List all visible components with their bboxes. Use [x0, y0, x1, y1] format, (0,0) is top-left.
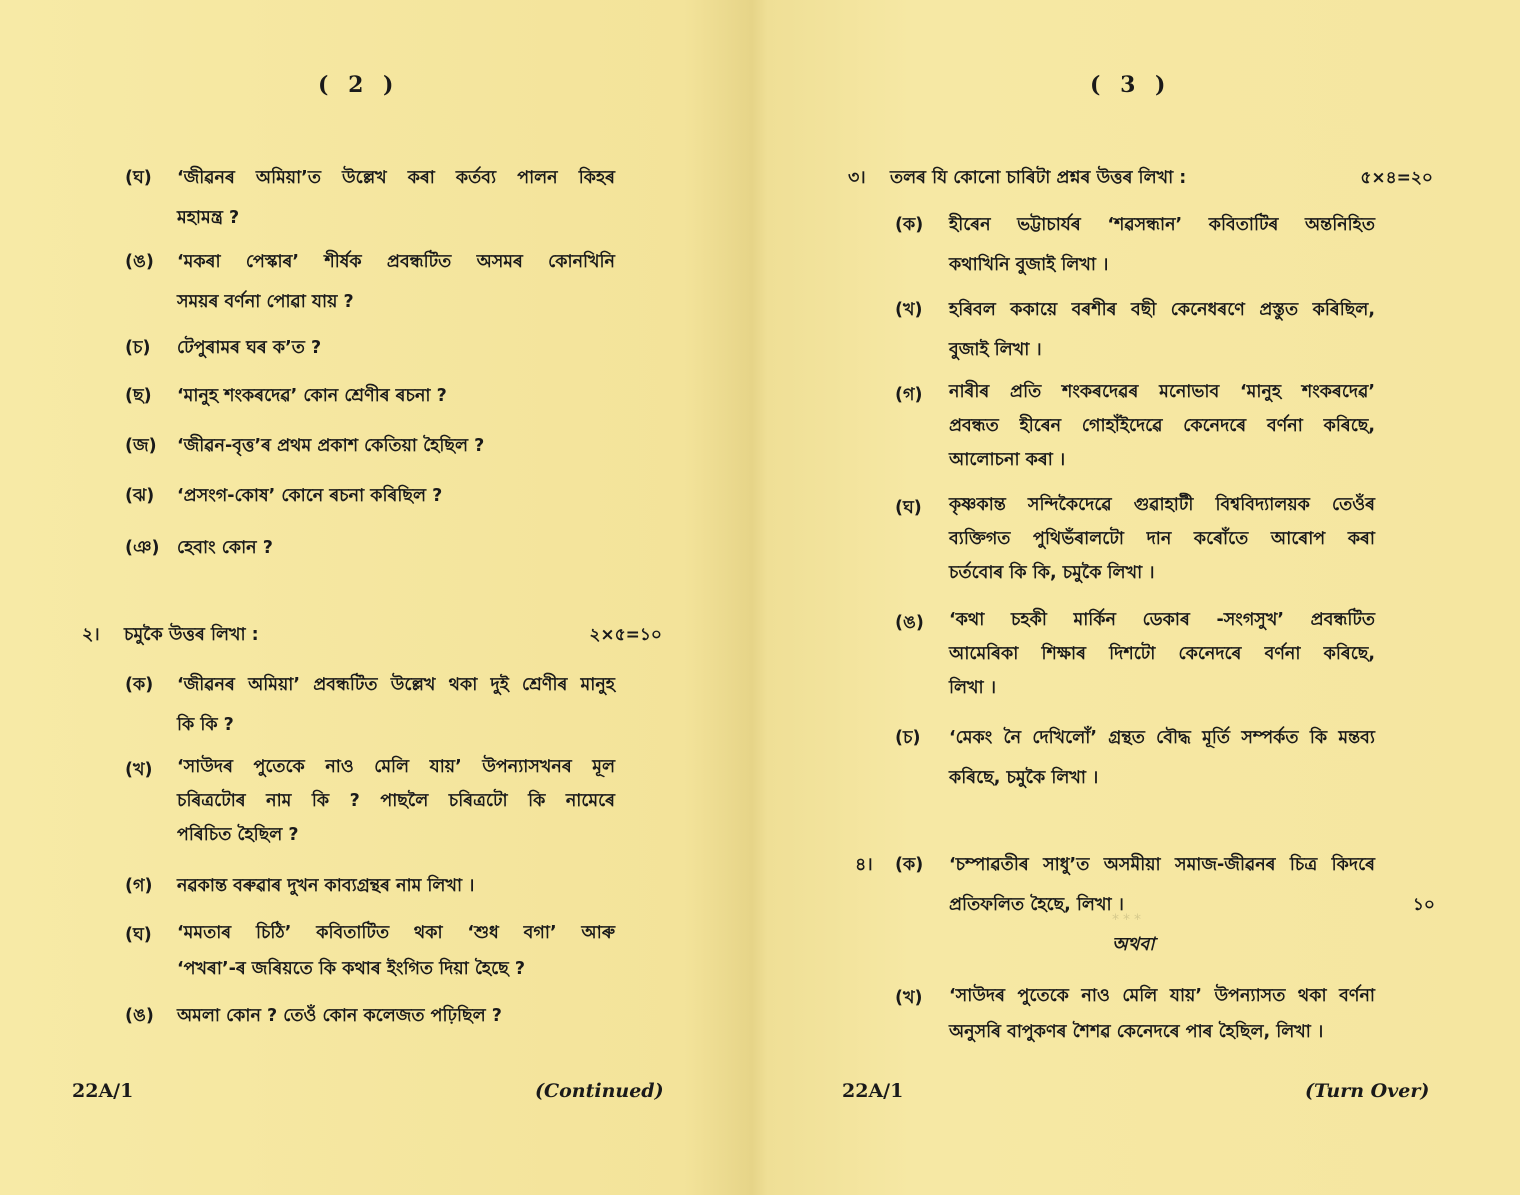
item-line: কৰিছে, চমুকৈ লিখা । [949, 768, 1099, 788]
item-label: (গ) [895, 385, 923, 405]
item-line: অমলা কোন ? তেওঁ কোন কলেজত পঢ়িছিল ? [177, 1006, 502, 1026]
item-label: (ক) [895, 855, 924, 875]
question-item [125, 750, 615, 870]
item-line: ‘জীৱনৰ অমিয়া’ত উল্লেখ কৰা কৰ্তব্য পালন কিহৰ [177, 168, 615, 188]
item-line: প্ৰবন্ধত হীৰেন গোহাঁইদেৱে কেনেদৰে বৰ্ণনা কৰিছে, [949, 416, 1375, 436]
question-item [125, 328, 615, 368]
item-label: (চ) [895, 728, 921, 748]
item-line: আলোচনা কৰা । [949, 450, 1066, 470]
footer-code: 22A/1 [842, 1080, 904, 1102]
question-number: ২। [82, 625, 100, 645]
item-line: ‘মমতাৰ চিঠি’ কবিতাটিত থকা ‘শুধ বগা’ আৰু [177, 923, 615, 943]
question-text: চমুকৈ উত্তৰ লিখা : [124, 625, 259, 645]
item-line: টেপুৰামৰ ঘৰ ক’ত ? [177, 338, 322, 358]
item-label: (খ) [125, 760, 153, 780]
item-line: কি কি ? [177, 715, 234, 735]
question-heading [82, 615, 662, 655]
item-label: (ঙ) [125, 252, 154, 272]
item-line: আমেৰিকা শিক্ষাৰ দিশটো কেনেদৰে বৰ্ণনা কৰিছে, [949, 644, 1375, 664]
item-line: কৃষ্ণকান্ত সন্দিকৈদেৱে গুৱাহাটী বিশ্ববিদ্যালয়ক তেওঁৰ [949, 495, 1375, 515]
item-line: মহামন্ত্ৰ ? [177, 208, 240, 228]
item-label: (গ) [125, 876, 153, 896]
item-label: (খ) [895, 300, 923, 320]
question-item [895, 488, 1375, 608]
item-line: ‘পখৰা’-ৰ জৰিয়তে কি কথাৰ ইংগিত দিয়া হৈছে ? [177, 959, 525, 979]
item-line: সময়ৰ বৰ্ণনা পোৱা যায় ? [177, 292, 354, 312]
question-item [895, 718, 1375, 798]
item-line: ‘সাউদৰ পুতেকে নাও মেলি যায়’ উপন্যাসখনৰ মূল [177, 757, 615, 777]
item-label: (চ) [125, 338, 151, 358]
item-line: লিখা । [949, 678, 996, 698]
question-item [125, 158, 615, 238]
bleed-through-text [70, 78, 79, 108]
item-line: ‘মকৰা পেস্কাৰ’ শীৰ্ষক প্ৰবন্ধটিত অসমৰ কোনখিনি [177, 252, 615, 272]
item-label: (ছ) [125, 386, 152, 406]
item-label: (ক) [125, 675, 154, 695]
page-number: ( 2 ) [318, 72, 400, 98]
question-number: ৩। [848, 168, 866, 188]
item-line: পৰিচিত হৈছিল ? [177, 825, 299, 845]
question-4b [895, 978, 1375, 1058]
item-line: ‘জীৱন-বৃত্ত’ৰ প্ৰথম প্ৰকাশ কেতিয়া হৈছিল ? [177, 436, 485, 456]
item-line: ‘জীৱনৰ অমিয়া’ প্ৰবন্ধটিত উল্লেখ থকা দুই শ্ৰেণীৰ মানুহ [177, 675, 615, 695]
question-4a [855, 845, 1435, 925]
footer-code: 22A/1 [72, 1080, 134, 1102]
question-item [125, 528, 615, 568]
footer-continued: (Continued) [535, 1080, 664, 1102]
question-item [125, 476, 615, 516]
item-label: (ঙ) [895, 613, 924, 633]
item-line: ব্যক্তিগত পুথিভঁৰালটো দান কৰোঁতে আৰোপ কৰা [949, 529, 1375, 549]
item-line: চৰিত্ৰটোৰ নাম কি ? পাছলৈ চৰিত্ৰটো কি নামেৰে [177, 791, 615, 811]
item-line: ‘কথা চহকী মাৰ্কিন ডেকাৰ -সংগসুখ’ প্ৰবন্ধটিত [949, 610, 1375, 630]
question-item [895, 603, 1375, 723]
item-line: নৱকান্ত বৰুৱাৰ দুখন কাব্যগ্ৰন্থৰ নাম লিখা । [177, 876, 475, 896]
question-marks: ১০ [1412, 895, 1435, 915]
right-page [760, 0, 1520, 1195]
item-line: ‘চম্পাৱতীৰ সাধু’ত অসমীয়া সমাজ-জীৱনৰ চিত্ৰ কিদৰে [949, 855, 1375, 875]
item-line: বুজাই লিখা । [949, 340, 1042, 360]
question-item [895, 205, 1375, 285]
question-marks: ২×৫=১০ [589, 625, 662, 645]
question-text: তলৰ যি কোনো চাৰিটা প্ৰশ্নৰ উত্তৰ লিখা : [890, 168, 1187, 188]
question-item [895, 375, 1375, 495]
question-item [125, 996, 615, 1036]
question-heading [848, 158, 1433, 198]
item-line: হীৰেন ভট্টাচাৰ্যৰ ‘শৱসন্ধান’ কবিতাটিৰ অন্তনিহিত [949, 215, 1375, 235]
item-line: নাৰীৰ প্ৰতি শংকৰদেৱৰ মনোভাব ‘মানুহ শংকৰদেৱ’ [949, 382, 1375, 402]
question-number: ৪। [855, 855, 873, 875]
item-label: (ঘ) [125, 925, 152, 945]
item-label: (ঞ) [125, 538, 160, 558]
item-label: (ঘ) [895, 498, 922, 518]
question-item [125, 426, 615, 466]
item-line: চৰ্তবোৰ কি কি, চমুকৈ লিখা । [949, 563, 1155, 583]
question-marks: ৫×৪=২০ [1360, 168, 1433, 188]
left-page [0, 0, 750, 1195]
item-line: প্ৰতিফলিত হৈছে, লিখা । [949, 895, 1124, 915]
question-item [125, 665, 615, 745]
item-label: (ঙ) [125, 1006, 154, 1026]
item-label: (খ) [895, 988, 923, 1008]
or-text: অথবা [1112, 934, 1155, 955]
item-line: ‘মেকং নৈ দেখিলোঁ’ গ্ৰন্থত বৌদ্ধ মূৰ্তি সম্পৰ্কত কি মন্তব্য [949, 728, 1375, 748]
item-line: হৰিবল ককায়ে বৰশীৰ বছী কেনেধৰণে প্ৰস্তুত কৰিছিল, [949, 300, 1375, 320]
item-line: হেবাং কোন ? [177, 538, 273, 558]
item-label: (জ) [125, 436, 157, 456]
question-item [125, 915, 615, 995]
item-label: (ক) [895, 215, 924, 235]
item-line: অনুসৰি বাপুকণৰ শৈশৱ কেনেদৰে পাৰ হৈছিল, লিখা । [949, 1022, 1324, 1042]
item-label: (ঘ) [125, 168, 152, 188]
question-item [125, 866, 615, 906]
divider-stars: *** [1112, 912, 1145, 928]
item-line: কথাখিনি বুজাই লিখা । [949, 255, 1109, 275]
item-line: ‘প্ৰসংগ-কোষ’ কোনে ৰচনা কৰিছিল ? [177, 486, 443, 506]
item-line: ‘মানুহ শংকৰদেৱ’ কোন শ্ৰেণীৰ ৰচনা ? [177, 386, 447, 406]
page-number: ( 3 ) [1090, 72, 1172, 98]
item-line: ‘সাউদৰ পুতেকে নাও মেলি যায়’ উপন্যাসত থকা বৰ্ণনা [949, 986, 1375, 1006]
item-label: (ঝ) [125, 486, 155, 506]
question-item [895, 290, 1375, 370]
question-item [125, 376, 615, 416]
question-item [125, 242, 615, 322]
footer-turn-over: (Turn Over) [1305, 1080, 1430, 1102]
